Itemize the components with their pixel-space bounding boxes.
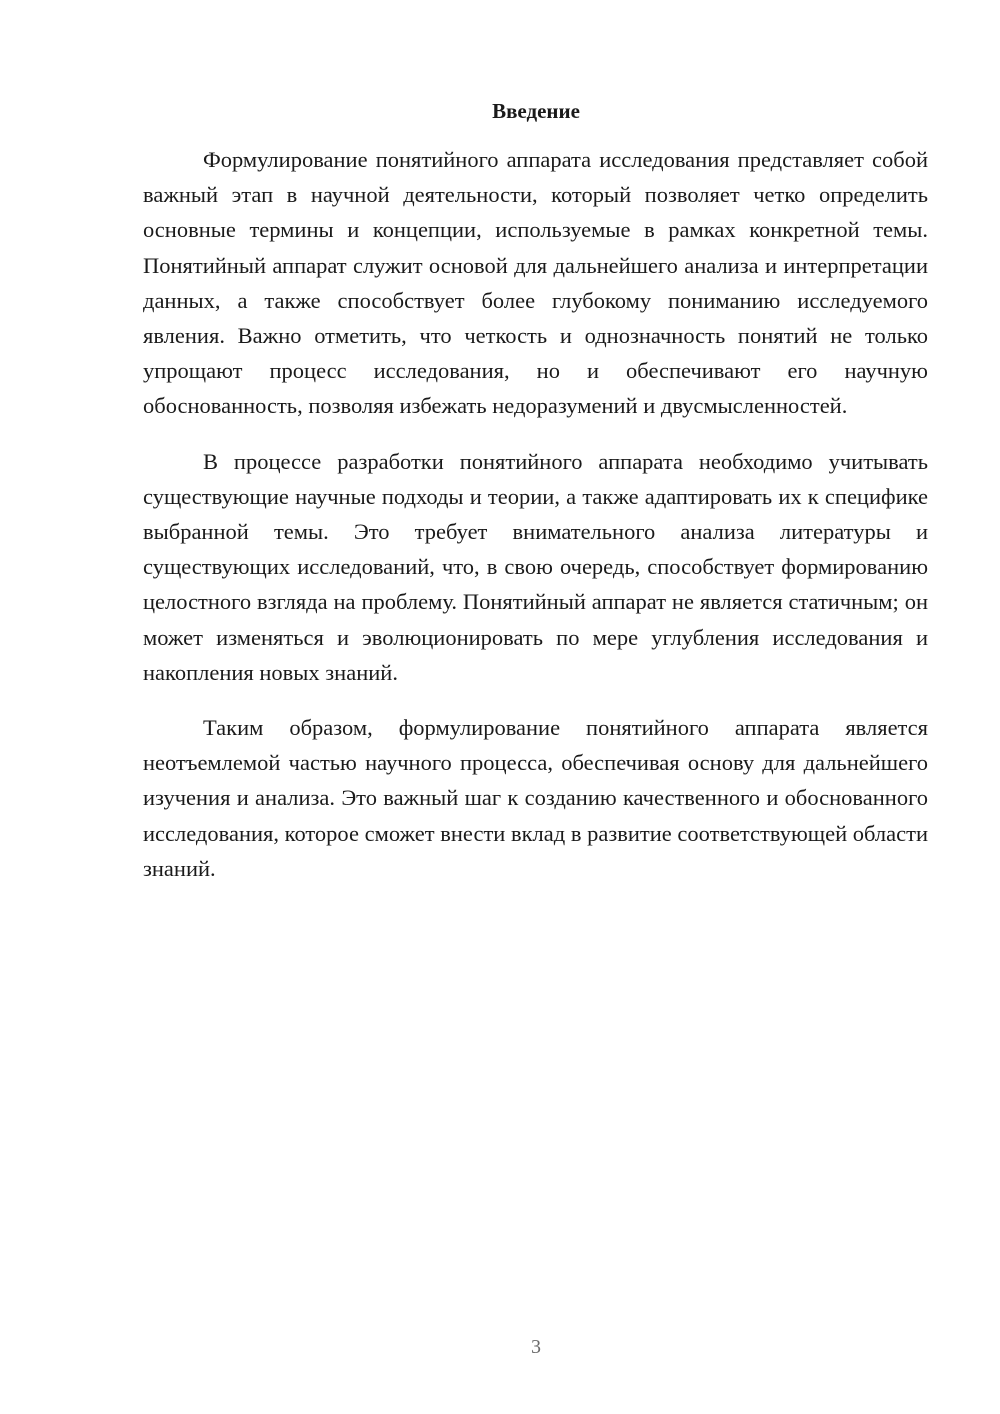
paragraph: Формулирование понятийного аппарата исследования представляет собой важный этап в научной деятельности, который позволяет четко определить основные термины и концепции, используемые в рамках конкретной темы. Понятийный аппарат служит основой для дальнейшего анализа и интерпретации данных, а также способствует более глубокому пониманию исследуемого явления. Важно отметить, что четкость и однозначность понятий не только упрощают процесс исследования, но и обеспечивают его научную обоснованность, позволяя избежать недоразумений и двусмысленностей. [143, 147, 928, 419]
paragraph: В процессе разработки понятийного аппарата необходимо учитывать существующие научные подходы и теории, а также адаптировать их к специфике выбранной темы. Это требует внимательного анализа литературы и существующих исследований, что, в свою очередь, способствует формированию целостного взгляда на проблему. Понятийный аппарат не является статичным; он может изменяться и эволюционировать по мере углубления исследования и накопления новых знаний. [143, 448, 928, 685]
page-number: 3 [531, 1336, 541, 1358]
section-heading: Введение [492, 99, 580, 123]
paragraph: Таким образом, формулирование понятийного аппарата является неотъемлемой частью научного процесса, обеспечивая основу для дальнейшего изучения и анализа. Это важный шаг к созданию качественного и обоснованного исследования, которое сможет внести вклад в развитие соответствующей области знаний. [143, 715, 928, 881]
body-text [143, 142, 928, 906]
